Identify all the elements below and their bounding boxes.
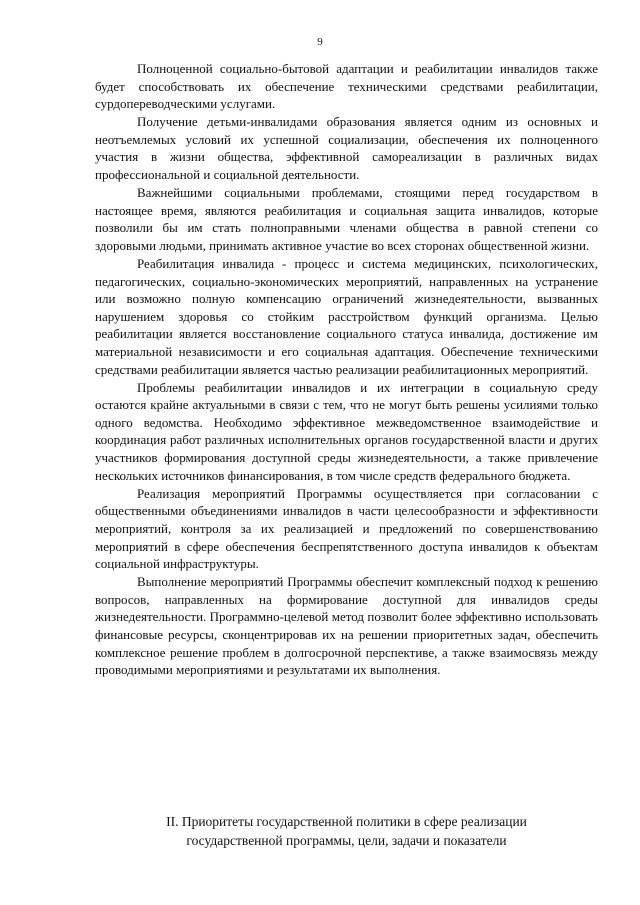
paragraph-integration-problems: Проблемы реабилитации инвалидов и их интеграции в социальную среду остаются крайне актуальными в связи с тем, что не могут быть решены усилиями только одного ведомства. Необходимо эффективное межведомственное взаимодействие и координация работ различных исполнительных органов государственной власти и других участников формирования доступной среды жизнедеятельности, а также привлечение нескольких источников финансирования, в том числе средств федерального бюджета. — [95, 379, 598, 483]
section-heading-line-1: II. Приоритеты государственной политики в сфере реализации — [166, 814, 527, 829]
section-heading-line-2: государственной программы, цели, задачи и показатели — [186, 833, 507, 848]
paragraph-program-outcome: Выполнение мероприятий Программы обеспечит комплексный подход к решению вопросов, направленных на формирование доступной для инвалидов среды жизнедеятельности. Программно-целевой метод позволит более эффективно использовать финансовые ресурсы, сконцентрировав их на решении приоритетных задач, обеспечить комплексное решение проблем в долгосрочной перспективе, а также взаимосвязь между проводимыми мероприятиями и результатами их выполнения. — [95, 574, 598, 678]
paragraph-program-implementation: Реализация мероприятий Программы осуществляется при согласовании с общественными объединениями инвалидов в части целесообразности и эффективности мероприятий, контроля за их реализацией и предложений по совершенствованию мероприятий в сфере обеспечения беспрепятственного доступа инвалидов к объектам социальной инфраструктуры. — [95, 485, 598, 572]
body-text — [95, 60, 598, 679]
paragraph-rehabilitation-definition: Реабилитация инвалида - процесс и система медицинских, психологических, педагогических, социально-экономических мероприятий, направленных на устранение или возможно полную компенсацию ограничений жизнедеятельности, вызванных нарушением здоровья со стойким расстройством функций организма. Целью реабилитации является восстановление социального статуса инвалида, достижение им материальной независимости и его социальная адаптация. Обеспечение техническими средствами реабилитации является частью реализации реабилитационных мероприятий. — [95, 256, 598, 377]
paragraph-adaptation: Полноценной социально-бытовой адаптации и реабилитации инвалидов также будет способствовать их обеспечение техническими средствами реабилитации, сурдопереводческими услугами. — [95, 61, 598, 112]
section-heading — [95, 812, 598, 850]
paragraph-education: Получение детьми-инвалидами образования является одним из основных и неотъемлемых условий их успешной социализации, обеспечения их полноценного участия в жизни общества, эффективной самореализации в различных видах профессиональной и социальной деятельности. — [95, 114, 598, 183]
paragraph-social-problems: Важнейшими социальными проблемами, стоящими перед государством в настоящее время, являются реабилитация и социальная защита инвалидов, которые позволили бы им стать полноправными членами общества в равной степени со здоровыми людьми, принимать активное участие во всех сторонах общественной жизни. — [95, 185, 598, 253]
page-number: 9 — [317, 36, 323, 48]
